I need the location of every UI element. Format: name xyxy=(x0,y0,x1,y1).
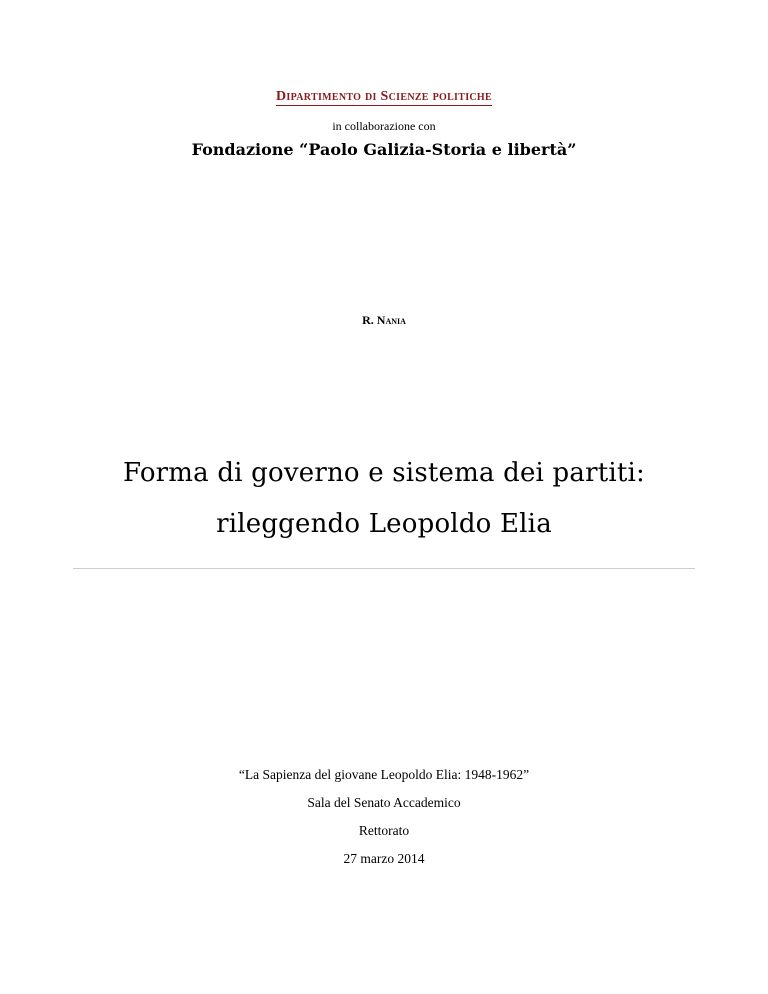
document-title-line-2: rileggendo Leopoldo Elia xyxy=(216,509,552,539)
document-title-line-1: Forma di governo e sistema dei partiti: xyxy=(123,458,645,488)
event-room: Sala del Senato Accademico xyxy=(307,795,461,810)
department-name: Dipartimento di Scienze politiche xyxy=(276,89,492,104)
author-name: R. Nania xyxy=(362,313,406,327)
collaboration-note: in collaborazione con xyxy=(332,119,436,133)
event-date: 27 marzo 2014 xyxy=(343,851,425,866)
horizontal-divider xyxy=(73,568,695,569)
department-heading xyxy=(0,89,768,105)
event-name: “La Sapienza del giovane Leopoldo Elia: 1948-1962” xyxy=(238,767,530,782)
event-place: Rettorato xyxy=(358,823,410,838)
foundation-name: Fondazione “Paolo Galizia-Storia e libertà” xyxy=(191,140,577,159)
